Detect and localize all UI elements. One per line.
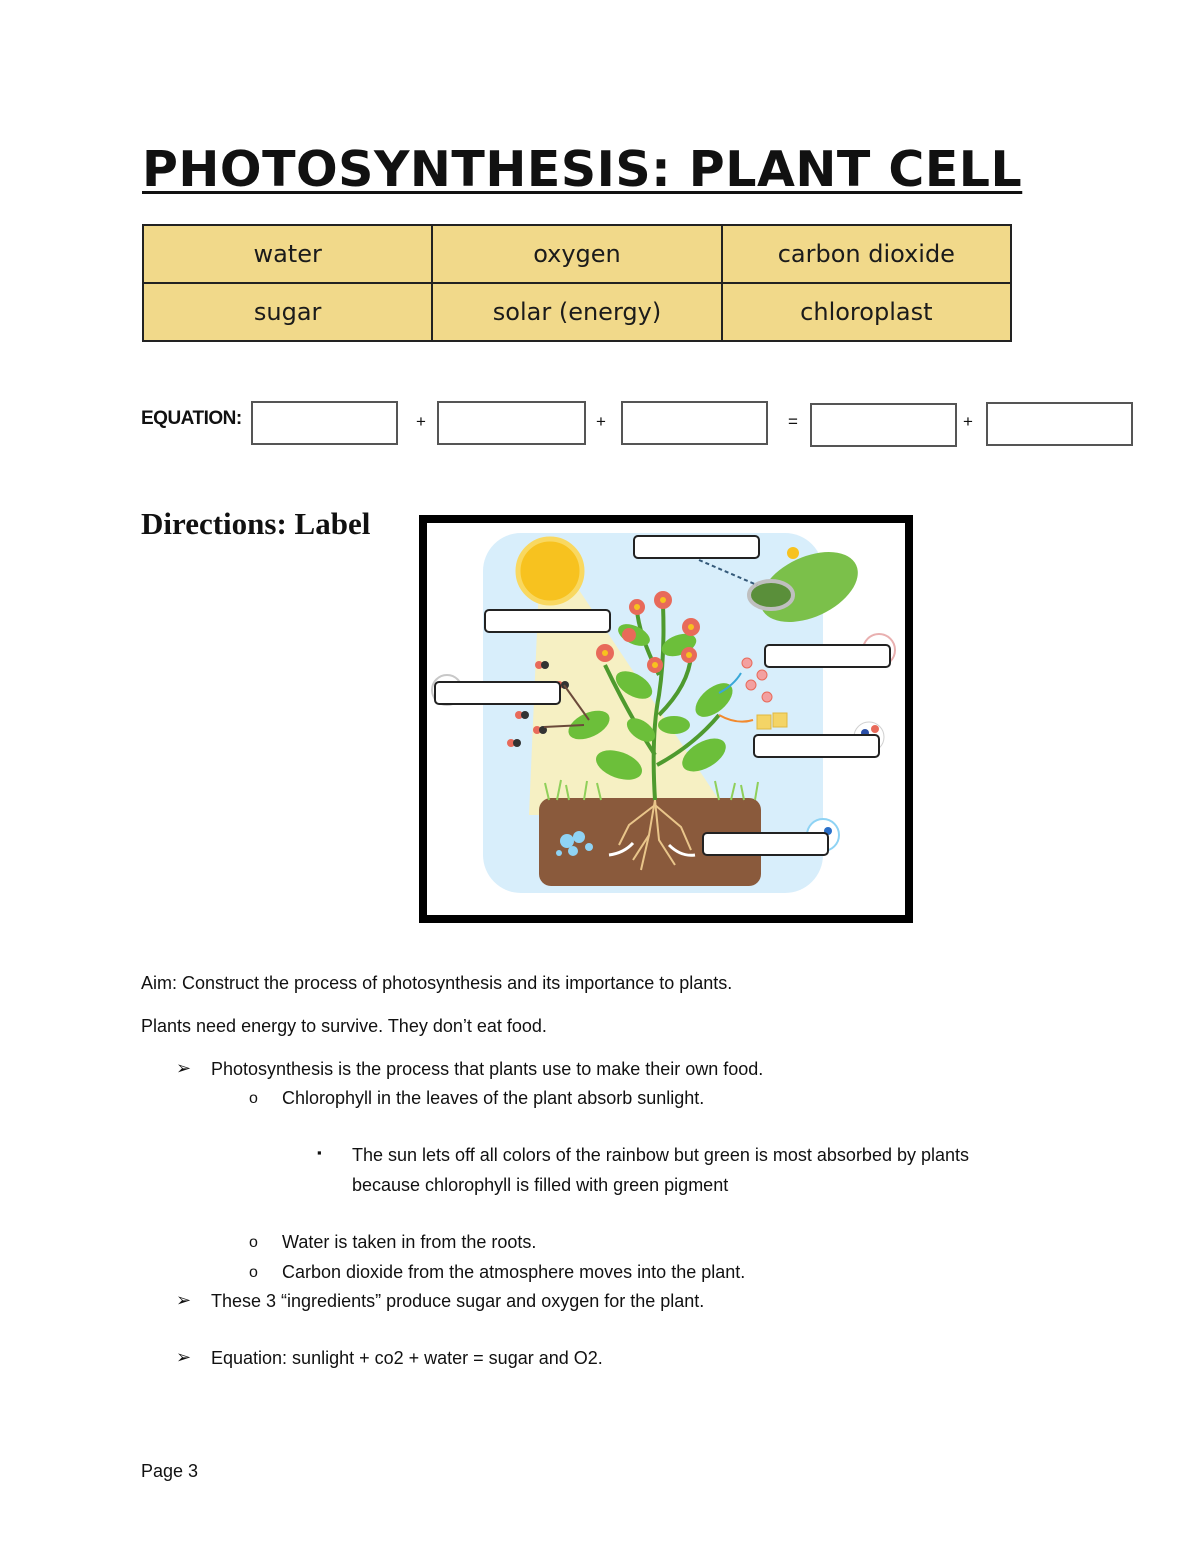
arrow-bullet-icon: ➢ bbox=[176, 1347, 192, 1367]
bullet-item: These 3 “ingredients” produce sugar and oxygen for the plant. bbox=[211, 1291, 705, 1311]
plant-illustration bbox=[419, 515, 913, 923]
square-bullet-icon: ▪ bbox=[317, 1145, 322, 1160]
circle-bullet-icon: o bbox=[249, 1234, 258, 1251]
equation-blank-4[interactable] bbox=[810, 403, 957, 447]
bullet-item: Photosynthesis is the process that plants use to make their own food. bbox=[211, 1059, 764, 1079]
equation-row bbox=[141, 400, 1141, 450]
word-bank-row bbox=[143, 283, 1011, 341]
page-title: PHOTOSYNTHESIS: PLANT CELL bbox=[142, 141, 1023, 198]
plus-sign: + bbox=[963, 412, 973, 431]
page-number: Page 3 bbox=[141, 1461, 199, 1481]
bullet-item: Water is taken in from the roots. bbox=[282, 1232, 537, 1252]
plus-sign: + bbox=[596, 412, 606, 431]
label-box-sugar[interactable] bbox=[754, 735, 879, 757]
word-bank-cell: sugar bbox=[143, 283, 432, 341]
equation-label: EQUATION: bbox=[141, 408, 242, 429]
chloroplast-icon bbox=[749, 581, 793, 609]
bullet-item: Carbon dioxide from the atmosphere moves into the plant. bbox=[282, 1262, 746, 1282]
arrow-bullet-icon: ➢ bbox=[176, 1058, 192, 1078]
bullet-item: The sun lets off all colors of the rainbow but green is most absorbed by plants bbox=[352, 1145, 970, 1165]
equation-blank-3[interactable] bbox=[621, 401, 768, 445]
label-box-carbon-dioxide[interactable] bbox=[435, 682, 560, 704]
arrow-bullet-icon: ➢ bbox=[176, 1290, 192, 1310]
small-sun-icon bbox=[787, 547, 799, 559]
label-box-chloroplast[interactable] bbox=[634, 536, 759, 558]
circle-bullet-icon: o bbox=[249, 1090, 258, 1107]
word-bank-table bbox=[142, 224, 1012, 342]
word-bank-cell: water bbox=[143, 225, 432, 283]
word-bank-cell: chloroplast bbox=[722, 283, 1011, 341]
equation-blank-2[interactable] bbox=[437, 401, 586, 445]
label-box-water[interactable] bbox=[703, 833, 828, 855]
aim-text: Aim: Construct the process of photosynthesis and its importance to plants. bbox=[141, 973, 733, 993]
equation-blank-5[interactable] bbox=[986, 402, 1133, 446]
sun-icon bbox=[518, 539, 582, 603]
word-bank-cell: solar (energy) bbox=[432, 283, 721, 341]
circle-bullet-icon: o bbox=[249, 1264, 258, 1281]
bullet-item: Chlorophyll in the leaves of the plant absorb sunlight. bbox=[282, 1088, 705, 1108]
bullet-item: Equation: sunlight + co2 + water = sugar and O2. bbox=[211, 1348, 603, 1368]
bullet-item: because chlorophyll is filled with green pigment bbox=[352, 1175, 729, 1195]
word-bank-cell: carbon dioxide bbox=[722, 225, 1011, 283]
word-bank-cell: oxygen bbox=[432, 225, 721, 283]
label-box-oxygen[interactable] bbox=[765, 645, 890, 667]
photosynthesis-diagram bbox=[419, 515, 913, 923]
equation-blank-1[interactable] bbox=[251, 401, 398, 445]
label-box-sunlight[interactable] bbox=[485, 610, 610, 632]
intro-text: Plants need energy to survive. They don’t eat food. bbox=[141, 1016, 547, 1036]
directions-heading: Directions: Label bbox=[141, 506, 371, 541]
equals-sign: = bbox=[788, 412, 798, 431]
word-bank-row bbox=[143, 225, 1011, 283]
plus-sign: + bbox=[416, 412, 426, 431]
